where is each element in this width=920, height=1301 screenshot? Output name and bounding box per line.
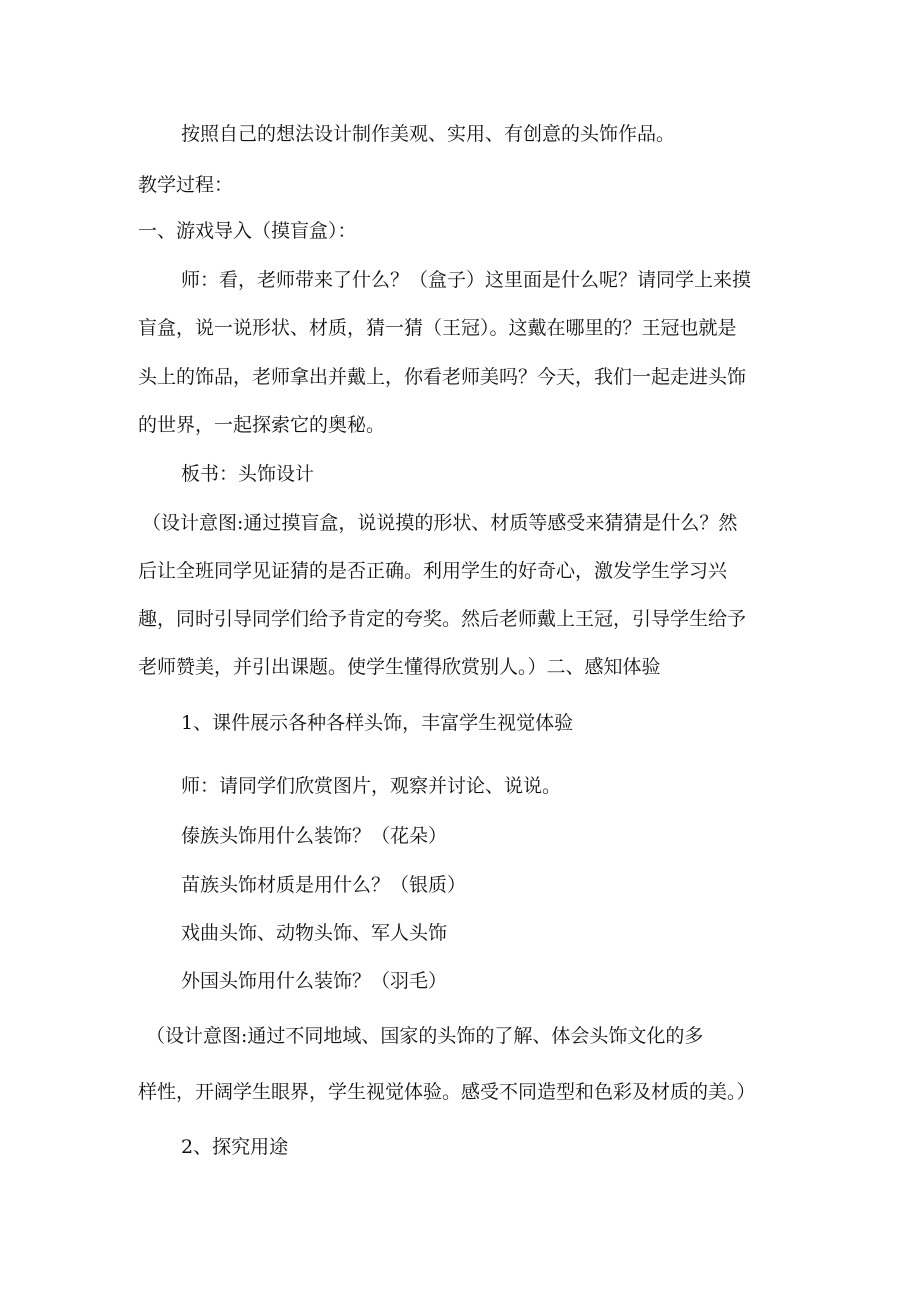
- question-line: 戏曲头饰、动物头饰、军人头饰: [181, 922, 448, 944]
- list-item-explore-usage: 2、探究用途: [181, 1136, 289, 1158]
- paragraph-line: 师：看，老师带来了什么？（盒子）这里面是什么呢？请同学上来摸: [181, 269, 752, 291]
- question-line: 外国头饰用什么装饰？（羽毛）: [181, 970, 448, 992]
- design-intent-line: 后让全班同学见证猜的是否正确。利用学生的好奇心，激发学生学习兴: [138, 560, 728, 582]
- design-intent-line: （设计意图:通过不同地域、国家的头饰的了解、体会头饰文化的多: [146, 1025, 704, 1047]
- paragraph-line: 的世界，一起探索它的奥秘。: [138, 414, 386, 436]
- design-intent-line: 趣，同时引导同学们给予肯定的夸奖。然后老师戴上王冠，引导学生给予: [138, 608, 747, 630]
- list-item-courseware: 1、课件展示各种各样头饰，丰富学生视觉体验: [181, 712, 574, 734]
- paragraph-line: 头上的饰品，老师拿出并戴上，你看老师美吗？今天，我们一起走进头饰: [138, 366, 747, 388]
- section-heading-teaching-process: 教学过程：: [138, 174, 234, 196]
- design-intent-line: 样性，开阔学生眼界，学生视觉体验。感受不同造型和色彩及材质的美。）: [138, 1081, 756, 1103]
- paragraph-line: 盲盒，说一说形状、材质，猜一猜（王冠）。这戴在哪里的？王冠也就是: [138, 317, 737, 339]
- question-line: 傣族头饰用什么装饰？（花朵）: [181, 825, 448, 847]
- objective-line: 按照自己的想法设计制作美观、实用、有创意的头饰作品。: [181, 123, 676, 145]
- board-writing-line: 板书：头饰设计: [181, 463, 315, 485]
- design-intent-line: 老师赞美，并引出课题。使学生懂得欣赏别人。）二、感知体验: [138, 656, 661, 678]
- question-line: 苗族头饰材质是用什么？（银质）: [181, 874, 467, 896]
- teacher-prompt-line: 师：请同学们欣赏图片，观察并讨论、说说。: [181, 775, 562, 797]
- section-heading-game-intro: 一、游戏导入（摸盲盒）：: [138, 220, 357, 242]
- design-intent-line: （设计意图:通过摸盲盒，说说摸的形状、材质等感受来猜猜是什么？然: [142, 512, 738, 534]
